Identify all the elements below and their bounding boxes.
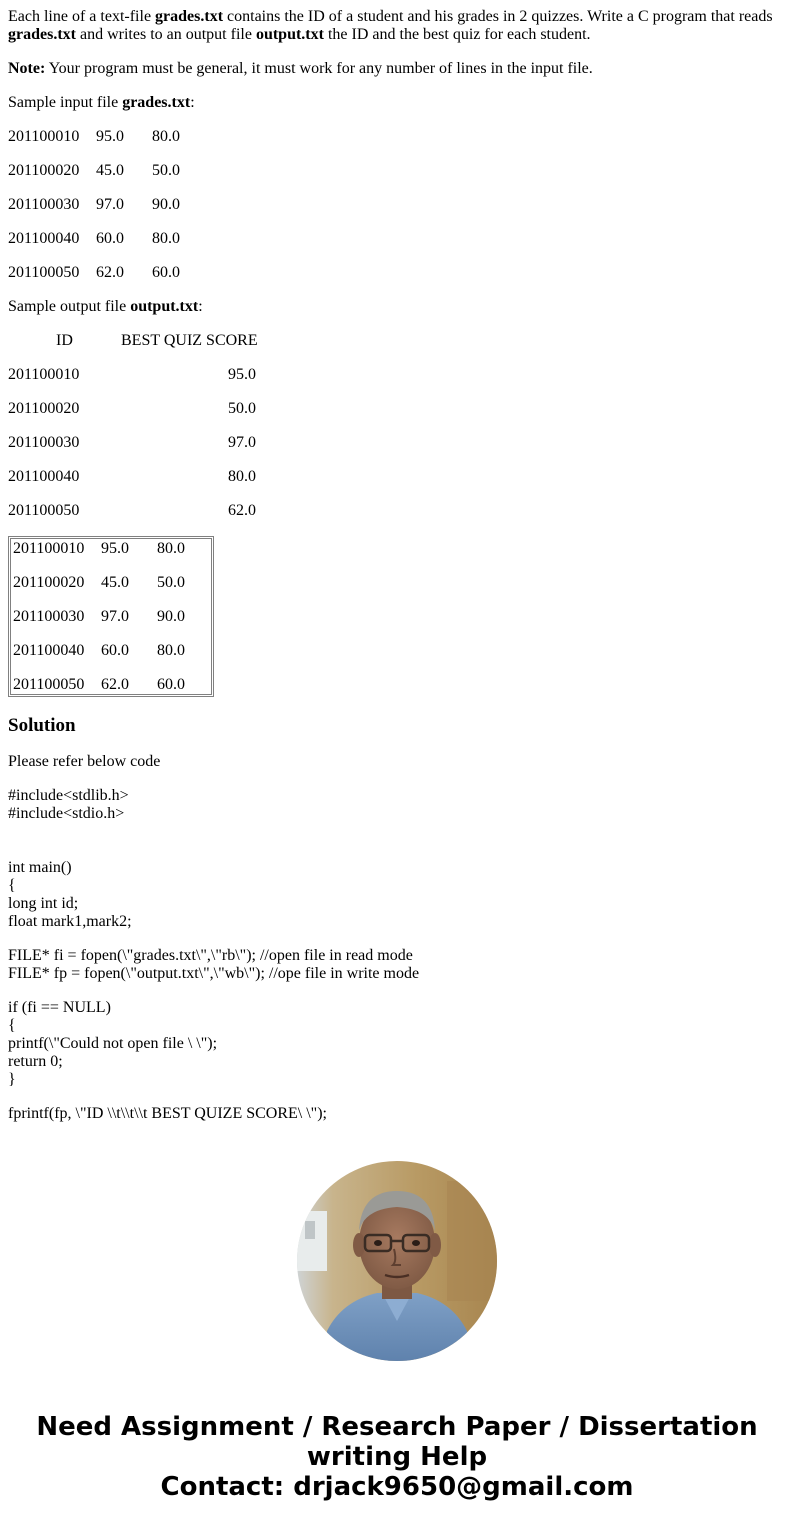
promo-line-1: Need Assignment / Research Paper / Dissertation [36, 1412, 758, 1442]
code-block-includes-main: #include<stdlib.h> #include<stdio.h> int main() { long int id; float mark1,mark2; [8, 787, 132, 930]
code-block-fopen: FILE* fi = fopen(\"grades.txt\",\"rb\"); //open file in read mode FILE* fp = fopen(\"output.txt\",\"wb\"); //ope file in write mode [8, 947, 420, 982]
author-avatar [297, 1161, 497, 1361]
table-row: 201100020 45.0 50.0 [13, 574, 185, 591]
sample-input-row: 201100050 62.0 60.0 [8, 264, 180, 281]
code-block-null-check: if (fi == NULL) { printf(\"Could not open file \ \"); return 0; } [8, 999, 218, 1088]
sample-input-list [8, 128, 786, 282]
sample-output-list [8, 332, 786, 520]
sample-input-row: 201100030 97.0 90.0 [8, 196, 180, 213]
question-intro: Each line of a text-file grades.txt contains the ID of a student and his grades in 2 quizzes. Write a C program that reads grades.txt and writes to an output file output.txt the ID and the best quiz for each student. [8, 8, 773, 43]
table-row: 201100040 60.0 80.0 [13, 642, 185, 659]
code-block-fprintf: fprintf(fp, \"ID \\t\\t\\t BEST QUIZE SCORE\ \"); [8, 1105, 327, 1122]
avatar-portrait [297, 1161, 497, 1361]
document-body [0, 8, 794, 1123]
solution-heading: Solution [8, 715, 76, 736]
sample-output-row: 201100020 50.0 [8, 400, 256, 417]
sample-output-row: 201100030 97.0 [8, 434, 256, 451]
table-row: 201100050 62.0 60.0 [13, 676, 185, 693]
sample-input-row: 201100040 60.0 80.0 [8, 230, 180, 247]
header-id: ID [56, 332, 73, 349]
header-score: BEST QUIZ SCORE [121, 332, 258, 349]
promo-line-2: writing Help [306, 1442, 488, 1472]
solution-intro: Please refer below code [8, 753, 161, 770]
input-data-table [8, 536, 214, 697]
sample-input-row: 201100010 95.0 80.0 [8, 128, 180, 145]
table-row: 201100010 95.0 80.0 [13, 540, 185, 557]
sample-output-header [8, 332, 786, 350]
table-row: 201100030 97.0 90.0 [13, 608, 185, 625]
sample-input-label: Sample input file grades.txt: [8, 94, 195, 111]
question-note: Note: Your program must be general, it must work for any number of lines in the input file. [8, 60, 593, 77]
input-data-table-cell [10, 538, 212, 695]
sample-output-row: 201100050 62.0 [8, 502, 256, 519]
sample-output-row: 201100040 80.0 [8, 468, 256, 485]
output-filename: output.txt [255, 26, 324, 43]
sample-input-row: 201100020 45.0 50.0 [8, 162, 180, 179]
promo-contact: Contact: drjack9650@gmail.com [160, 1472, 634, 1502]
sample-output-row: 201100010 95.0 [8, 366, 256, 383]
promo-banner [0, 1412, 794, 1502]
sample-output-label: Sample output file output.txt: [8, 298, 203, 315]
input-filename-2: grades.txt [8, 26, 76, 43]
input-filename: grades.txt [155, 8, 224, 25]
